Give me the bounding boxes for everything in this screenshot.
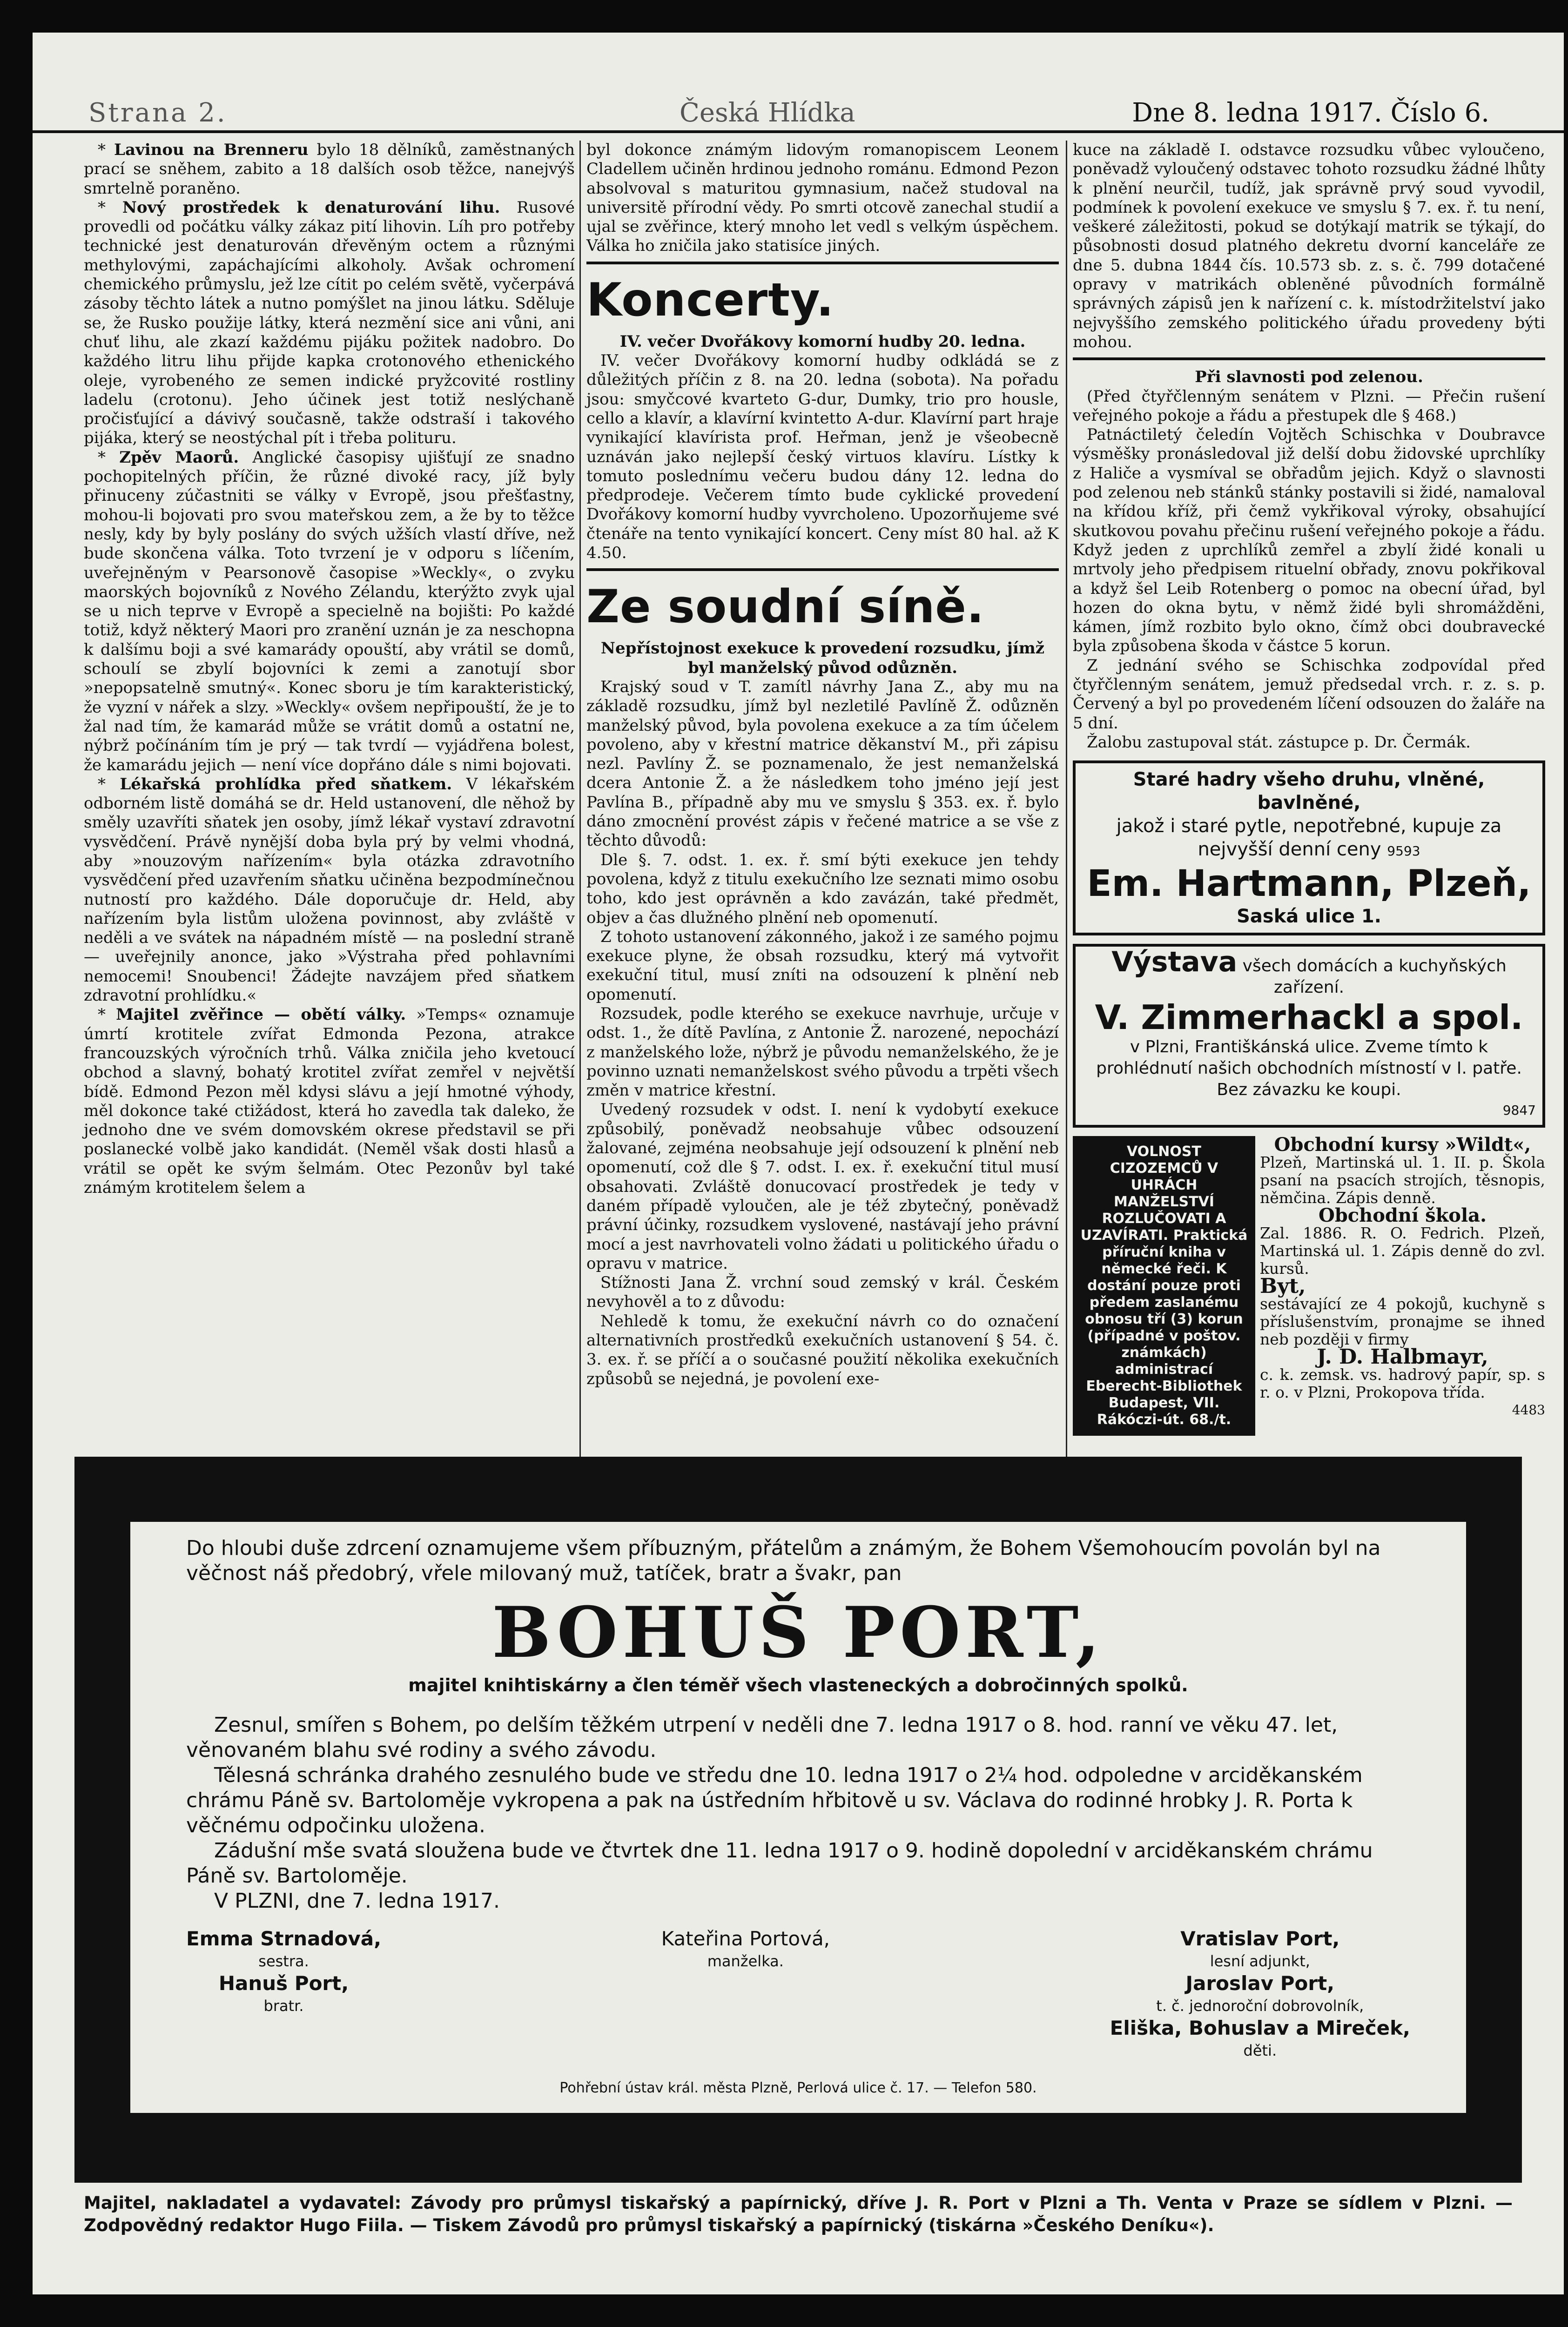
column-divider [1066, 141, 1067, 1472]
column-3 [1073, 141, 1545, 1436]
signer: Jaroslav Port, t. č. jednoroční dobrovolník, [1156, 1972, 1364, 2015]
advert-line: nejvyšší denní ceny 9593 [1198, 839, 1420, 861]
signer: Kateřina Portová, manželka. [661, 1927, 830, 1970]
advert-list: Obchodní kursy »Wildt«, Plzeň, Martinská ul. 1. II. p. Škola psaní na psacích strojích, těsnopis, němčina. Zápis denně. Obchodní škola. Zal. 1886. R. O. Fedrich. Plzeň, Martinská ul. 1. Zápis denně do zvl. kursů. Byt, sestávající ze 4 pokojů, kuchyně s příslušenstvím, pronajme se ihned neb později v firmy J. D. Halbmayr, c. k. zemsk. vs. hadrový papír, sp. s r. o. v Plzni, Prokopova třída. 4483 [1260, 1133, 1545, 1418]
column-divider [579, 141, 581, 1472]
advert-line: Výstava všech domácích a kuchyňských zařízení. [1111, 946, 1507, 997]
article-paragraph: Dle §. 7. odst. 1. ex. ř. smí býti exekuce jen tehdy povolena, když z titulu exekučního lze seznati mimo osobu toho, kdo jest oprávněn a kdo zavázán, také předmět, objev a čas dlužného plnění neb opomenutí. [586, 850, 1059, 927]
signer: Vratislav Port, lesní adjunkt, [1180, 1927, 1340, 1970]
advert-vystava [1073, 944, 1545, 1127]
obituary-notice [74, 1457, 1522, 2183]
continued-text: kuce na základě I. odstavce rozsudku vůbec vyloučeno, poněvadž vyloučený odstavec tohoto rozsudku žádné lhůty k plnění neurčil, tudíž, jak správně prvý soud vyvodil, podmínek k povolení exekuce ve smyslu § 7. ex. ř. tu není, veškeré záležitosti, pokud se dotýkají matrik se týkají, do působnosti dosud platného dekretu dvorní kanceláře ze dne 5. dubna 1844 čís. 10.573 sb. z. s. č. 799 dotačené opravy v matrikách obleněné původních formálně správných zápisů jen k nařízení c. k. místodržitelství jako nejvyššího zemského politického úřadu provedeny býti mohou. [1073, 141, 1545, 351]
continued-text: byl dokonce známým lidovým romanopiscem Leonem Cladellem učiněn hrdinou jednoho románu. Edmond Pezon absolvoval s maturitou gymnasium, načež studoval na universitě přírodní vědy. Po smrti otcově zanechal studií a ujal se zvěřince, který mnoho let vedl s velkým úspěchem. Válka ho zničila jako statisíce jiných. [586, 141, 1059, 256]
article-paragraph: Nehledě k tomu, že exekuční návrh co do označení alternativních prostředků exekučních ustanovení § 54. č. 3. ex. ř. se příčí a o současné použití několika exekučních způsobů se nejedná, je povolení exe- [586, 1311, 1059, 1388]
obituary-signers [186, 1928, 1410, 2062]
article-paragraph: Uvedený rozsudek v odst. I. není k vydobytí exekuce způsobilý, poněvadž neobsahuje vůbec odsouzení žalované, zejména neobsahuje její odsouzení k plnění neb opomenutí, což dle § 7. odst. I. ex. ř. exekuční titul musí obsahovati. Zvláště donucovací prostředek je tedy v daném případě vyloučen, ale je též zbytečný, poněvadž právní účinky, rozsudkem vyslovené, nastávají jeho právní mocí a jest navrhovateli volno žádati u politického úřadu o opravu v matrice. [586, 1100, 1059, 1273]
advert-line: v Plzni, Františkánská ulice. Zveme tímto k prohlédnutí našich obchodních místností v I. patře. Bez závazku ke koupi. [1096, 1037, 1522, 1100]
signer: Emma Strnadová, sestra. [186, 1927, 382, 1970]
obituary-intro: Do hloubi duše zdrcení oznamujeme všem příbuzným, přátelům a známým, že Bohem Všemohoucím povolán byl na věčnost náš předobrý, vřele milovaný muž, tatíček, bratr a švakr, pan [186, 1536, 1381, 1585]
article-paragraph: Z jednání svého se Schischka zodpovídal před čtyřčlenným senátem, jemuž předsedal vrch. r. z. s. p. Červený a byl po provedeném líčení odsouzen do žaláře na 5 dní. [1073, 656, 1545, 733]
obituary-place-date: V PLZNI, dne 7. ledna 1917. [214, 1889, 500, 1913]
signer: Eliška, Bohuslav a Mireček, děti. [1110, 2017, 1410, 2059]
obituary-paragraph: Zesnul, smířen s Bohem, po delším těžkém utrpení v neděli dne 7. ledna 1917 o 8. hod. ranní ve věku 47. let, věnovaném blahu své rodiny a svého závodu. [186, 1713, 1338, 1762]
advert-line: jakož i staré pytle, nepotřebné, kupuje za [1116, 815, 1502, 837]
news-item: * Zpěv Maorů. Anglické časopisy ujišťují ze snadno pochopitelných příčin, že různé divoké racy, jíž byly přinuceny zúčastniti se války v Evropě, jsou přešťastny, mohou-li bojovati pro svou mateřskou zem, a že by to těžce nesly, kdy by byly poslány do svých užších vlastí dříve, než bude skončena válka. Toto tvrzení je v odporu s líčením, uveřejněným v Pearsonově časopise »Weckly«, o zvyku maorských bojovníků z Nového Zélandu, kterýžto zvyk ujal se u nich teprve v Evropě a specielně na bojišti: Po každé totiž, když některý Maori pro zranění uznán je za neschopna k dalšímu boji a své kamarády opouští, aby vrátil se domů, schoulí se zbylí bojovníci k zemi a zanotují sbor »nepopsatelně smutný«. Konec sboru je tím karakteristický, že vyzní v nářek a slzy. »Weckly« ovšem nepřipouští, že je to žal nad tím, že kamarád může se vrátit domů a ostatní ne, nýbrž počínáním tím je prý — tak tvrdí — vyjádřena bolest, že kamarádu jejich — není více dopřáno dále s nimi bojovati. [84, 448, 575, 774]
advert-company-name: Em. Hartmann, Plzeň, [1087, 863, 1531, 905]
article-title: IV. večer Dvořákovy komorní hudby 20. ledna. [619, 332, 1026, 351]
article-paragraph: Krajský soud v T. zamítl návrhy Jana Z., aby mu na základě rozsudku, jímž byl nezletilé Pavlíně Ž. odůzněn manželský původ, byla povolena exekuce a za tím účelem povoleno, aby v křestní matrice děkanství M., při zápisu nezl. Pavlíny Ž. se poznamenalo, že jest nemanželská dcera Antonie Ž. a že následkem toho jméno její jest Pavlína B., případně aby mu ve smyslu § 353. ex. ř. bylo dáno zmocnění provést zápis v řečené matrice a se vše z těchto důvodů: [586, 677, 1059, 850]
advert-company-name: V. Zimmerhackl a spol. [1095, 998, 1523, 1037]
section-heading-soud: Ze soudní síně. [586, 580, 985, 634]
article-title: Nepřístojnost exekuce k provedení rozsudku, jímž byl manželský původ odůzněn. [600, 639, 1045, 677]
obituary-paragraph: Tělesná schránka drahého zesnulého bude ve středu dne 10. ledna 1917 o 2¼ hod. odpoledne v arciděkanském chrámu Páně sv. Bartoloměje vykropena a pak na ústředním hřbitově u sv. Václava do rodinné hrobky J. R. Porta k věčnému odpočinku uložena. [186, 1763, 1363, 1837]
obituary-footer: Pohřební ústav král. města Plzně, Perlová ulice č. 17. — Telefon 580. [559, 2080, 1037, 2096]
header-date-issue: Dne 8. ledna 1917. Číslo 6. [1132, 98, 1489, 128]
signer: Hanuš Port, bratr. [218, 1972, 349, 2015]
advert-row [1073, 1133, 1545, 1436]
article-paragraph: Patnáctiletý čeledín Vojtěch Schischka v Doubravce výsměšky pronásledoval již delší dobu židovské uprchlíky z Haliče a vysmíval se obřadům jejich. Když o slavnosti pod zelenou neb stánků stánky postavili si židé, namaloval na křídou kříž, při čemž vykřikoval výroky, obsahující skutkovou povahu přečinu rušení veřejného pokoje a řádu. Když jeden z uprchlíků zemřel a zbylí židé konali u mrtvoly jeho předpisem rituelní obřady, znovu pokřikoval a když šel Leib Rotenberg o pomoc na obecní úřad, byl hozen do okna bytu, v němž židé byli shromážděni, kámen, jímž rozbito bylo okno, čímž obci doubravecké byla způsobena škoda v částce 5 korun. [1073, 425, 1545, 656]
article-paragraph: Rozsudek, podle kterého se exekuce navrhuje, určuje v odst. 1., že dítě Pavlína, z Antonie Ž. narozené, nepochází z manželského lože, nýbrž je původu nemanželského, že je povinno uznati nemanželskost svého původu a trpěti všech změn v matrice křestní. [586, 1004, 1059, 1100]
header-paper-title: Česká Hlídka [680, 98, 855, 128]
signer-column [1110, 1928, 1410, 2062]
advert-line: Staré hadry všeho druhu, vlněné, bavlněné, [1133, 769, 1485, 814]
imprint-footer: Majitel, nakladatel a vydavatel: Závody pro průmysl tiskařský a papírnický, dříve J. R. Port v Plzni a Th. Venta v Praze se sídlem v Plzni. — Zodpovědný redaktor Hugo Fiila. — Tiskem Závodů pro průmysl tiskařský a papírnický (tiskárna »Českého Deníku«). [84, 2193, 1513, 2235]
article-paragraph: Žalobu zastupoval stát. zástupce p. Dr. Čermák. [1087, 733, 1471, 752]
article-paragraph: Stížnosti Jana Ž. vrchní soud zemský v král. Českém nevyhověl a to z důvodu: [586, 1273, 1059, 1311]
page-header [33, 33, 1564, 133]
article-paragraph: Z tohoto ustanovení zákonného, jakož i ze samého pojmu exekuce plyne, že obsah rozsudku, který má vytvořit exekuční titul, musí zníti na odsouzení k plnění neb opomenutí. [586, 927, 1059, 1004]
news-item: * Nový prostředek k denaturování lihu. Rusové provedli od počátku války zákaz pití lihovin. Líh pro potřeby technické jest denaturován dřevěným octem a různými methylovými, zapáchajícími alkoholy. Avšak ochromení chemického průmyslu, jež lze cítit po celém světě, vyčerpává zásoby těchto látek a nutno pomýšlet na jinou látku. Sděluje se, že Rusko použije látky, která nezmění sice ani vůni, ani chuť lihu, ale zkazí každému pijáku požitek nadobro. Do každého litru lihu přijde kapka crotonového ethenického oleje, vyrobeného ze semen indické pryžcovité rostliny ladelu (crotonu). Jeho účinek jest totiž neslýchaně pročisťující a dávivý současně, takže odstraší i takového pijáka, který se neostýchal pít i třeba polituru. [84, 198, 575, 448]
advert-black-box: VOLNOST CIZOZEMCŮ V UHRÁCH MANŽELSTVÍ ROZLUČOVATI A UZAVÍRATI. Praktická příruční kniha v německé řeči. K dostání pouze proti předem zaslanému obnosu tří (3) korun (případné v poštov. známkách) administrací Eberecht-Bibliothek Budapest, VII. Rákóczi-út. 68./t. [1073, 1136, 1255, 1436]
section-heading-koncerty: Koncerty. [586, 273, 834, 327]
news-item: * Lékařská prohlídka před sňatkem. V lékařském odborném listě domáhá se dr. Held ustanovení, dle něhož by směly uzavříti sňatek jen osoby, jímž lékař vystaví zdravotní vysvědčení. Právě nynější doba byla prý by velmi vhodná, aby »nouzovým nařízením« byla otázka zdravotního vysvědčení před uzavřením sňatku učiněna bezpodmínečnou nutností pro každého. Dále doporučuje dr. Held, aby nařízením byla listům uložena povinnost, aby zvláště v neděli a ve svátek na nápadném místě — na poslední straně — uveřejnily anonce, jako »Výstraha před pohlavními nemocemi! Snoubenci! Žádejte navzájem před sňatkem zdravotní prohlídku.« [84, 774, 575, 1005]
column-1 [84, 141, 575, 1197]
advert-hartmann [1073, 760, 1545, 935]
article-text: IV. večer Dvořákovy komorní hudby odkládá se z důležitých příčin z 8. na 20. ledna (sobota). Na pořadu jsou: smyčcové kvarteto G-dur, Dumky, trio pro housle, cello a klavír, a klavírní kvintetto A-dur. Klavírní part hraje vynikající klavírista prof. Heřman, jenž je všeobecně uznáván jako nejlepší český virtuos klavíru. Lístky k tomuto poslednímu večeru budou dány 12. ledna do předprodeje. Večerem tímto bude cyklické provedení Dvořákovy komorní hudby vyvrcholeno. Upozorňujeme své čtenáře na tento vynikající koncert. Ceny míst 80 hal. až K 4.50. [586, 351, 1059, 563]
obituary-subtitle: majitel knihtiskárny a člen téměř všech vlasteneckých a dobročinných spolků. [408, 1675, 1188, 1695]
news-item: * Lavinou na Brenneru bylo 18 dělníků, zaměstnaných prací se sněhem, zabito a 18 dalších osob těžce, nanejvýš smrtelně poraněno. [84, 141, 575, 198]
obituary-paragraph: Zádušní mše svatá sloužena bude ve čtvrtek dne 11. ledna 1917 o 9. hodině dopolední v arciděkanském chrámu Páně sv. Bartoloměje. [186, 1839, 1373, 1888]
signer-column [186, 1928, 381, 2062]
obituary-inner [130, 1522, 1466, 2113]
section-rule [586, 568, 1059, 571]
advert-address: Saská ulice 1. [1237, 906, 1381, 928]
advert-number: 9847 [1502, 1103, 1536, 1118]
obituary-name: BOHUŠ PORT, [491, 1592, 1105, 1674]
section-rule [586, 262, 1059, 264]
news-item: * Majitel zvěřince — obětí války. »Temps« oznamuje úmrtí krotitele zvířat Edmonda Pezona, atrakce francouzských výročních trhů. Válka zničila jeho kvetoucí obchod a slavný, bohatý krotitel zvířat zemřel v největší bídě. Edmond Pezon měl kdysi slávu a její hmotné výhody, měl dokonce také ctižádost, která ho zavedla tak daleko, že jednoho dne ve svém domovském okrese představil se při poslanecké volbě jako kandidát. (Neměl však dosti hlasů a vrátil se opět ke svým šelmám. Otec Pezonův byl také známým krotitelem šelem a [84, 1005, 575, 1197]
column-2 [586, 141, 1059, 1389]
article-paragraph: (Před čtyřčlenným senátem v Plzni. — Přečin rušení veřejného pokoje a řádu a přestupek dle § 468.) [1073, 387, 1545, 425]
signer-column [661, 1928, 830, 2062]
header-page-label: Strana 2. [88, 98, 227, 128]
newspaper-page [33, 33, 1564, 2294]
article-title: Při slavnosti pod zelenou. [1195, 368, 1423, 387]
section-rule [1073, 357, 1545, 360]
